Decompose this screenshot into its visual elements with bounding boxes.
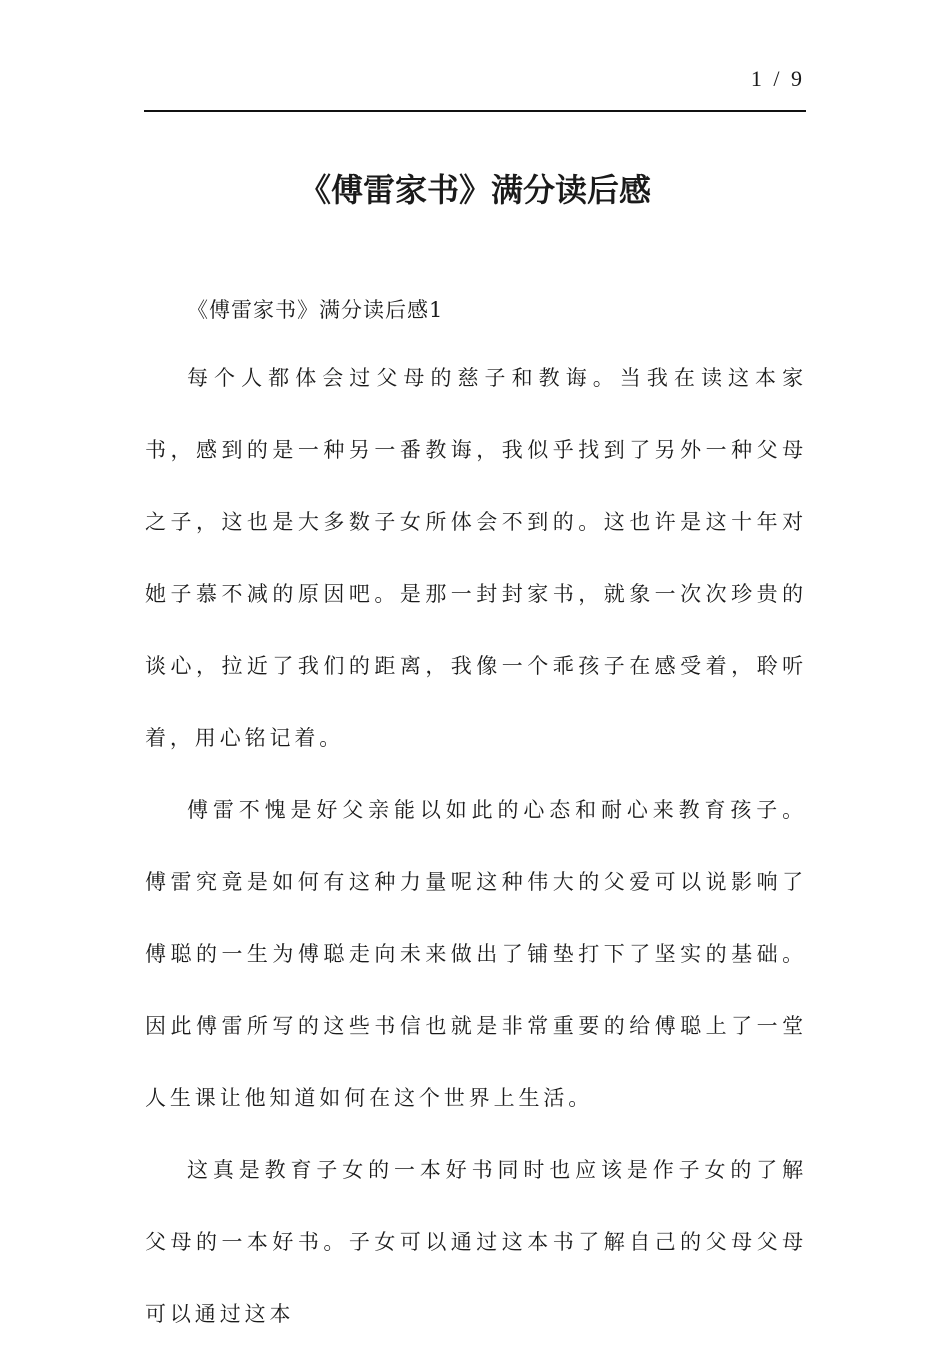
page-number: 1 / 9: [750, 66, 805, 91]
paragraph: 这真是教育子女的一本好书同时也应该是作子女的了解父母的一本好书。子女可以通过这本书了解自己的父母父母可以通过这本: [145, 1158, 807, 1326]
paragraph: 每个人都体会过父母的慈子和教诲。当我在读这本家书，感到的是一种另一番教诲，我似乎找到了另外一种父母之子，这也是大多数子女所体会不到的。这也许是这十年对她子慕不减的原因吧。是那一封封家书，就象一次次珍贵的谈心，拉近了我们的距离，我像一个乖孩子在感受着，聆听着，用心铭记着。: [145, 366, 807, 750]
paragraph: 傅雷不愧是好父亲能以如此的心态和耐心来教育孩子。傅雷究竟是如何有这种力量呢这种伟大的父爱可以说影响了傅聪的一生为傅聪走向未来做出了铺垫打下了坚实的基础。因此傅雷所写的这些书信也就是非常重要的给傅聪上了一堂人生课让他知道如何在这个世界上生活。: [145, 798, 807, 1110]
document-title: 《傅雷家书》满分读后感: [298, 171, 651, 209]
section-heading: 《傅雷家书》满分读后感1: [187, 298, 444, 322]
header-divider: [144, 110, 806, 112]
document-body: [145, 292, 807, 1350]
